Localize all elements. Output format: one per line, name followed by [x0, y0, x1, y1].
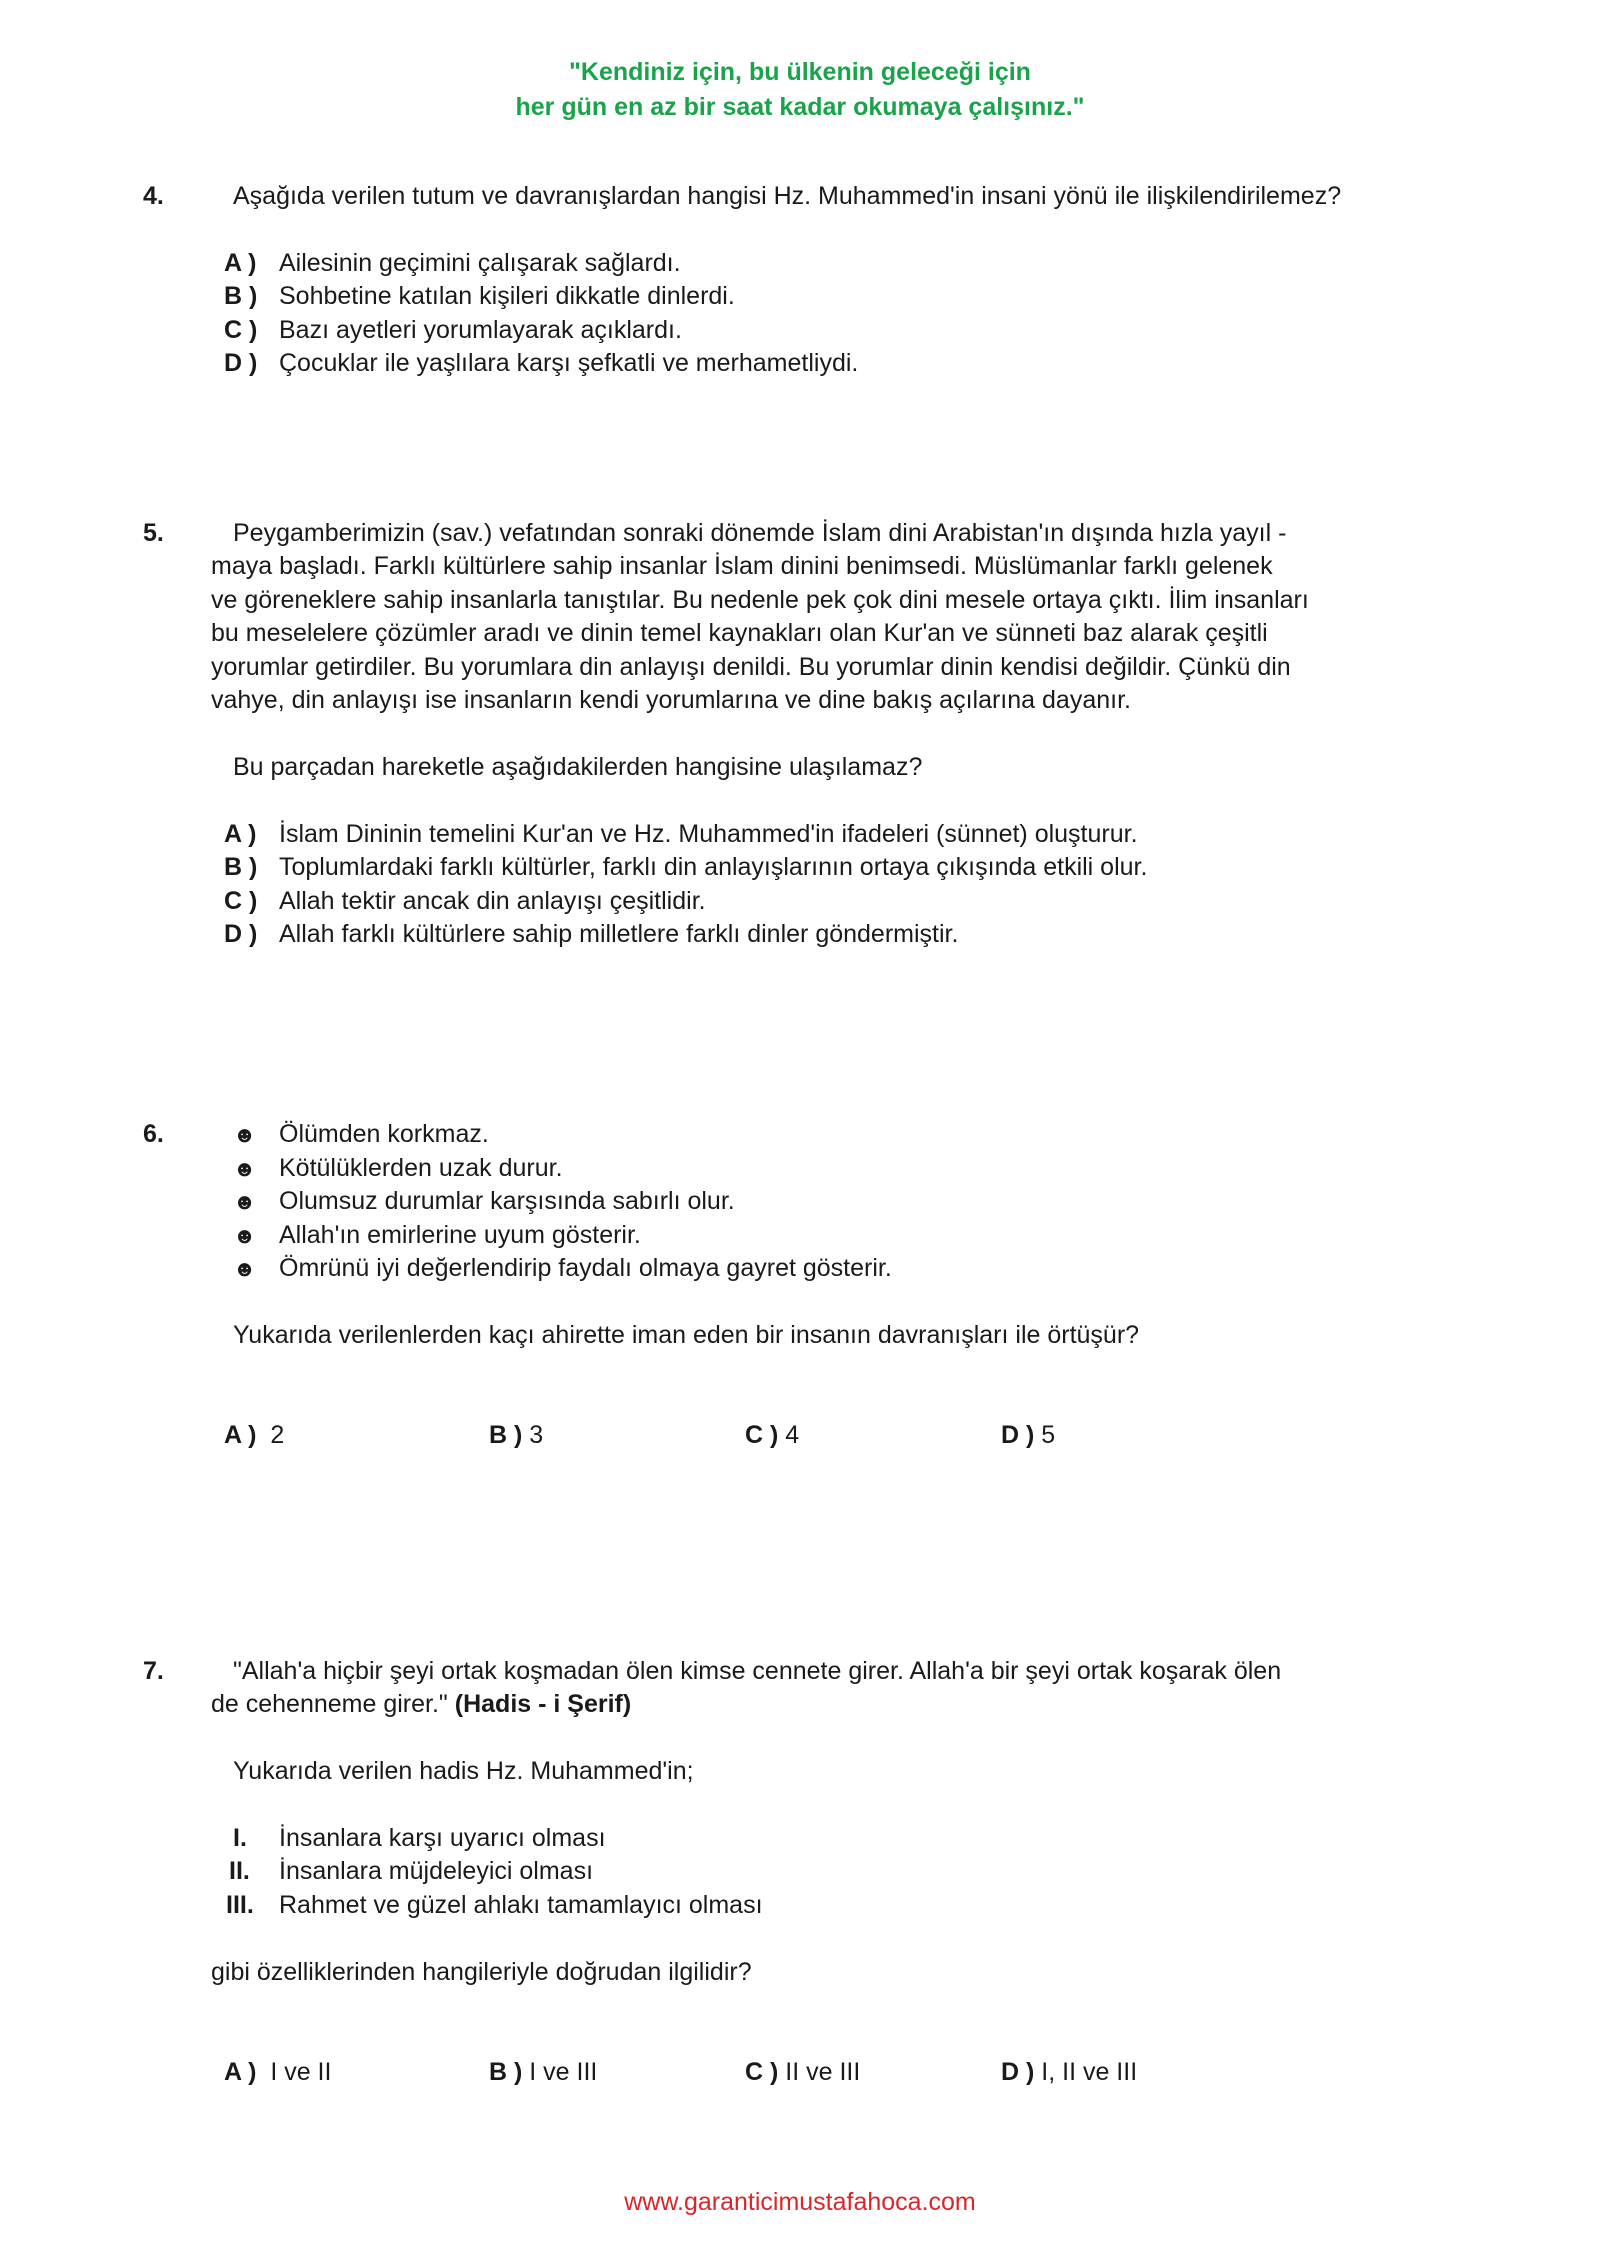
hadith-quote-end: de cehenneme girer." — [211, 1690, 448, 1718]
list-item: Olumsuz durumlar karşısında sabırlı olur. — [279, 1187, 735, 1215]
list-item: Ölümden korkmaz. — [279, 1120, 489, 1148]
option-label-d: D ) — [1001, 2058, 1035, 2086]
passage-line: ve göreneklere sahip insanlarla tanıştılar. Bu nedenle pek çok dini mesele ortaya çıktı. İlim insanları — [211, 586, 1309, 614]
option-a — [224, 1421, 284, 1450]
passage-line: vahye, din anlayışı ise insanların kendi yorumlarına ve dine bakış açılarına dayanır. — [211, 686, 1131, 714]
list-item: Kötülüklerden uzak durur. — [279, 1154, 563, 1182]
question-stem: Bu parçadan hareketle aşağıdakilerden hangisine ulaşılamaz? — [233, 753, 923, 781]
option-label-a: A ) — [224, 1421, 257, 1449]
statement-text-i: İnsanlara karşı uyarıcı olması — [279, 1824, 606, 1852]
option-text-b: I ve III — [529, 2058, 598, 2086]
option-label-d: D ) — [1001, 1421, 1035, 1449]
question-number: 7. — [143, 1657, 164, 1685]
question-number: 6. — [143, 1120, 164, 1148]
passage-line: yorumlar getirdiler. Bu yorumlara din anlayışı denildi. Bu yorumlar dinin kendisi değildir. Çünkü din — [211, 653, 1291, 681]
option-text-a: İslam Dininin temelini Kur'an ve Hz. Muhammed'in ifadeleri (sünnet) oluşturur. — [279, 820, 1138, 848]
option-text-d: 5 — [1041, 1421, 1056, 1449]
option-text-c: 4 — [785, 1421, 800, 1449]
hadith-quote-line — [211, 1690, 631, 1719]
option-label-a: A ) — [224, 2058, 257, 2086]
list-item: Ömrünü iyi değerlendirip faydalı olmaya gayret gösterir. — [279, 1254, 892, 1282]
passage-line: bu meselelere çözümler aradı ve dinin temel kaynakları olan Kur'an ve sünneti baz alarak çeşitli — [211, 619, 1268, 647]
option-d — [1001, 2058, 1137, 2087]
smiley-bullet-icon: ☻ — [233, 1223, 257, 1248]
option-label-a: A ) — [224, 820, 257, 848]
option-text-c: Bazı ayetleri yorumlayarak açıklardı. — [279, 316, 682, 344]
statement-text-iii: Rahmet ve güzel ahlakı tamamlayıcı olması — [279, 1891, 763, 1919]
option-a — [224, 2058, 331, 2087]
option-label-d: D ) — [224, 349, 258, 377]
question-lead: Yukarıda verilen hadis Hz. Muhammed'in; — [233, 1757, 694, 1785]
statement-text-ii: İnsanlara müjdeleyici olması — [279, 1857, 594, 1885]
question-stem: Aşağıda verilen tutum ve davranışlardan hangisi Hz. Muhammed'in insani yönü ile ilişkilendirilemez? — [233, 182, 1342, 210]
option-text-c: II ve III — [785, 2058, 861, 2086]
option-text-b: Toplumlardaki farklı kültürler, farklı din anlayışlarının ortaya çıkışında etkili olur. — [279, 853, 1148, 881]
option-text-c: Allah tektir ancak din anlayışı çeşitlidir. — [279, 887, 706, 915]
option-label-a: A ) — [224, 249, 257, 277]
option-label-d: D ) — [224, 920, 258, 948]
smiley-bullet-icon: ☻ — [233, 1122, 257, 1147]
option-text-d: I, II ve III — [1041, 2058, 1138, 2086]
question-stem: Yukarıda verilenlerden kaçı ahirette iman eden bir insanın davranışları ile örtüşür? — [233, 1321, 1140, 1349]
option-label-b: B ) — [489, 2058, 523, 2086]
list-item: Allah'ın emirlerine uyum gösterir. — [279, 1221, 641, 1249]
passage-line: maya başladı. Farklı kültürlere sahip insanlar İslam dinini benimsedi. Müslümanlar farklı gelenek — [211, 552, 1273, 580]
option-c — [745, 1421, 799, 1450]
option-label-b: B ) — [224, 853, 258, 881]
option-d — [1001, 1421, 1055, 1450]
header-quote-line-2: her gün en az bir saat kadar okumaya çalışınız." — [515, 93, 1085, 121]
statement-label-ii: II. — [229, 1857, 250, 1885]
smiley-bullet-icon: ☻ — [233, 1156, 257, 1181]
hadith-quote-line: "Allah'a hiçbir şeyi ortak koşmadan ölen kimse cennete girer. Allah'a bir şeyi ortak koşarak ölen — [233, 1657, 1282, 1685]
option-text-a: 2 — [270, 1421, 285, 1449]
question-stem: gibi özelliklerinden hangileriyle doğrudan ilgilidir? — [211, 1958, 752, 1986]
header-quote-line-1: "Kendiniz için, bu ülkenin geleceği için — [569, 58, 1031, 86]
question-number: 4. — [143, 182, 164, 210]
option-label-c: C ) — [224, 887, 258, 915]
hadith-source: (Hadis - i Şerif) — [454, 1690, 632, 1718]
statement-label-iii: III. — [226, 1891, 254, 1919]
option-label-b: B ) — [224, 282, 258, 310]
option-label-b: B ) — [489, 1421, 523, 1449]
statement-label-i: I. — [233, 1824, 247, 1852]
option-text-d: Allah farklı kültürlere sahip milletlere farklı dinler göndermiştir. — [279, 920, 959, 948]
option-label-c: C ) — [224, 316, 258, 344]
option-text-d: Çocuklar ile yaşlılara karşı şefkatli ve merhametliydi. — [279, 349, 859, 377]
option-b — [489, 1421, 543, 1450]
option-text-a: I ve II — [270, 2058, 332, 2086]
option-text-a: Ailesinin geçimini çalışarak sağlardı. — [279, 249, 681, 277]
option-text-b: Sohbetine katılan kişileri dikkatle dinlerdi. — [279, 282, 735, 310]
option-b — [489, 2058, 597, 2087]
option-text-b: 3 — [529, 1421, 544, 1449]
option-label-c: C ) — [745, 1421, 779, 1449]
smiley-bullet-icon: ☻ — [233, 1256, 257, 1281]
footer-website-link[interactable]: www.garanticimustafahoca.com — [624, 2188, 976, 2216]
option-label-c: C ) — [745, 2058, 779, 2086]
passage-line: Peygamberimizin (sav.) vefatından sonraki dönemde İslam dini Arabistan'ın dışında hızla yayıl - — [233, 519, 1287, 547]
smiley-bullet-icon: ☻ — [233, 1189, 257, 1214]
option-c — [745, 2058, 860, 2087]
question-number: 5. — [143, 519, 164, 547]
